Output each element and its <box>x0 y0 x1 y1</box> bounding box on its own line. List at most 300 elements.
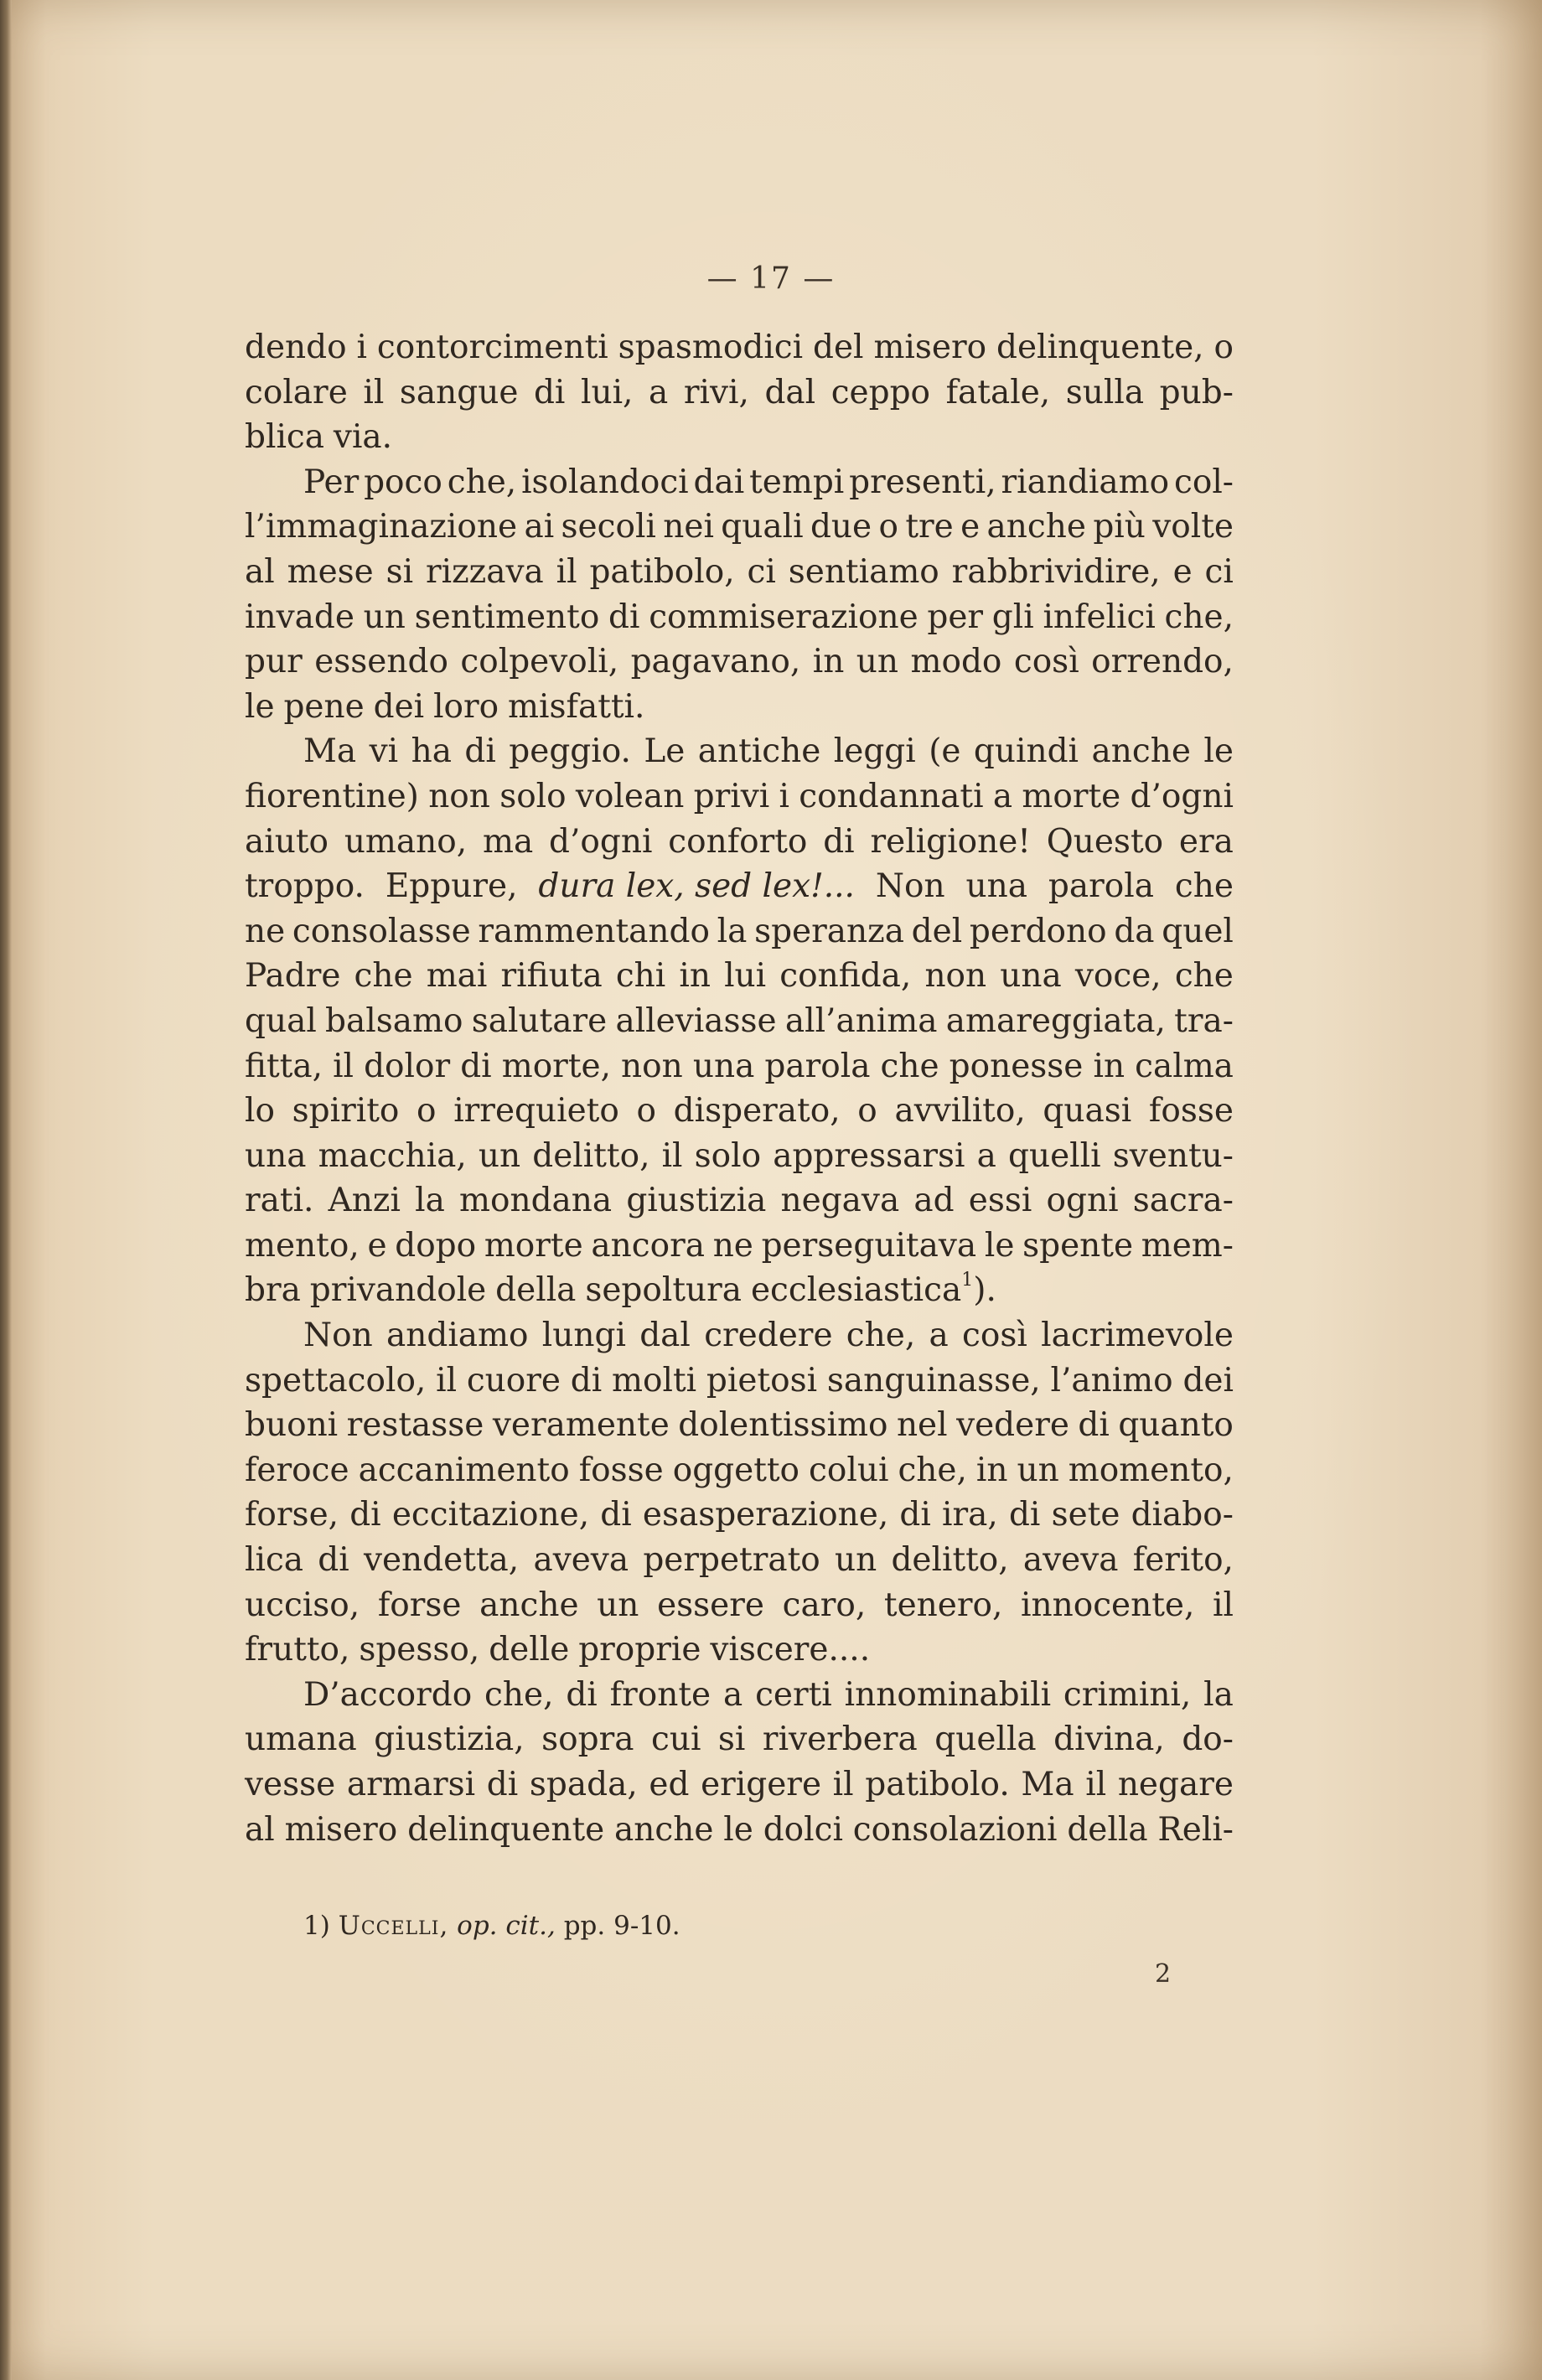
word: di <box>486 1766 519 1803</box>
word: di <box>600 1496 632 1534</box>
word: il <box>1085 1766 1107 1803</box>
word: sete <box>1051 1496 1120 1534</box>
text-line <box>245 550 1234 595</box>
word: amareggiata, <box>945 1001 1166 1040</box>
word: di <box>566 1675 598 1714</box>
word: della <box>1067 1810 1148 1849</box>
word: e <box>960 508 981 546</box>
word: dolci <box>763 1810 843 1849</box>
text-line <box>245 909 1234 955</box>
word: ira, <box>942 1496 998 1534</box>
word: Per <box>303 463 360 501</box>
word: ma <box>482 822 534 861</box>
word: misero <box>873 329 987 366</box>
word: il <box>1213 1586 1234 1624</box>
word: il <box>436 1361 458 1400</box>
punctuation: ). <box>973 1271 996 1310</box>
word: ci <box>1204 552 1234 591</box>
word: a <box>722 1675 743 1714</box>
word: D’accordo <box>303 1675 473 1714</box>
text-line <box>245 370 1234 416</box>
word: privandole <box>309 1271 487 1310</box>
word: del <box>911 912 963 950</box>
word: certi <box>755 1675 832 1714</box>
word: ai <box>524 508 555 546</box>
word: ha <box>411 732 452 771</box>
book-spine-edge <box>0 0 12 2380</box>
word: appressarsi <box>773 1136 965 1175</box>
word: i <box>779 777 789 815</box>
word: misfatti. <box>508 687 645 726</box>
footnote <box>303 1911 680 1941</box>
text-line <box>245 999 1234 1044</box>
word: giustizia, <box>374 1720 525 1759</box>
word: giustizia <box>626 1182 767 1220</box>
text-line <box>245 1717 1234 1762</box>
word: un <box>1017 1451 1059 1489</box>
word: esasperazione, <box>642 1496 889 1534</box>
word: vi <box>369 732 399 771</box>
word: caro, <box>782 1586 867 1624</box>
word: gli <box>991 598 1034 636</box>
text-line <box>245 954 1234 999</box>
word: Le <box>644 732 686 771</box>
word: il <box>832 1766 854 1803</box>
word: sangue <box>399 373 519 411</box>
word: d’ogni <box>549 822 653 861</box>
word: crimini, <box>1063 1675 1192 1714</box>
word: le <box>984 1226 1015 1265</box>
word: viscere.... <box>710 1631 871 1669</box>
word: l’immaginazione <box>245 508 518 546</box>
word: forse <box>377 1586 462 1624</box>
word: loro <box>433 687 499 726</box>
text-line <box>245 820 1234 865</box>
word: a <box>929 1317 949 1355</box>
word: qual <box>245 1001 317 1040</box>
word: ad <box>913 1182 955 1220</box>
word: alleviasse <box>615 1001 777 1040</box>
word: isolandoci <box>521 463 689 501</box>
word: Non <box>875 867 945 906</box>
word: o <box>1213 329 1234 366</box>
word: andiamo <box>386 1317 529 1355</box>
word: essendo <box>314 643 448 681</box>
word: blica <box>245 418 325 457</box>
word: Ma <box>303 732 357 771</box>
word: aveva <box>1022 1541 1119 1580</box>
word: spesso, <box>359 1631 480 1669</box>
word: e <box>367 1226 387 1265</box>
word: pur <box>245 643 303 681</box>
word: un <box>363 598 406 636</box>
word: così <box>962 1317 1027 1355</box>
word: quel <box>1162 912 1234 950</box>
word: ed <box>649 1766 690 1803</box>
word: mai <box>426 957 488 996</box>
word: orrendo, <box>1091 643 1234 681</box>
word: che, <box>898 1451 967 1489</box>
word: rizzava <box>426 552 544 591</box>
word: veramente <box>492 1406 670 1445</box>
word: volean <box>575 777 685 815</box>
text-line <box>245 1493 1234 1538</box>
word: fiorentine) <box>245 777 419 815</box>
word: divina, <box>1053 1720 1165 1759</box>
word: perdono <box>969 912 1107 950</box>
word: che <box>354 957 413 996</box>
word: col- <box>1174 463 1234 501</box>
word: dal <box>764 373 816 411</box>
word: rifiuta <box>500 957 603 996</box>
word: sentiamo <box>788 552 939 591</box>
word: morte <box>1022 777 1121 815</box>
word: patibolo, <box>589 552 735 591</box>
text-line <box>245 415 1234 460</box>
word: d’ogni <box>1130 777 1234 815</box>
word: calma <box>1135 1047 1234 1085</box>
word: avvilito, <box>894 1092 1026 1130</box>
word: patibolo. <box>865 1766 1010 1803</box>
word: il <box>556 552 577 591</box>
word: non <box>621 1047 683 1085</box>
word: aveva <box>533 1541 629 1580</box>
text-line <box>245 864 1234 909</box>
text-line <box>245 1268 1234 1313</box>
word: diabo- <box>1131 1496 1234 1534</box>
word: confida, <box>779 957 912 996</box>
word: un <box>597 1586 639 1624</box>
word: dendo <box>245 329 347 366</box>
word: delitto, <box>891 1541 1009 1580</box>
word: il <box>363 373 385 411</box>
word: spada, <box>529 1766 638 1803</box>
word: vesse <box>245 1766 336 1803</box>
word: presenti, <box>849 463 996 501</box>
word: dei <box>373 687 425 726</box>
text-line <box>245 595 1234 640</box>
word: mem- <box>1141 1226 1234 1265</box>
word: sopra <box>541 1720 634 1759</box>
word: anche <box>479 1586 579 1624</box>
word: una <box>1000 957 1062 996</box>
text-line <box>245 325 1234 370</box>
word: fronte <box>609 1675 711 1714</box>
text-line <box>245 639 1234 685</box>
word: morte <box>484 1226 583 1265</box>
word: Eppure, <box>385 867 518 906</box>
word: antiche <box>697 732 821 771</box>
word: le <box>245 687 275 726</box>
word: tempi <box>749 463 845 501</box>
text-line <box>245 1808 1234 1853</box>
word: do- <box>1182 1720 1234 1759</box>
signature-mark: 2 <box>1155 1959 1172 1989</box>
word: di <box>899 1496 931 1534</box>
word: le <box>723 1810 753 1849</box>
word: nei <box>663 508 714 546</box>
word: aiuto <box>245 822 329 861</box>
word: colare <box>245 373 348 411</box>
word: essi <box>968 1182 1032 1220</box>
word: delinquente, <box>996 329 1204 366</box>
word: lacrimevole <box>1041 1317 1234 1355</box>
word: solo <box>694 1136 762 1175</box>
word: proprie <box>578 1631 701 1669</box>
word: quelli <box>1008 1136 1101 1175</box>
text-line <box>245 1089 1234 1134</box>
word: rivi, <box>683 373 749 411</box>
word: tra- <box>1174 1001 1234 1040</box>
text-line <box>245 774 1234 820</box>
word: all’anima <box>784 1001 938 1040</box>
word: del <box>813 329 864 366</box>
word: forse, <box>245 1496 339 1534</box>
text-line <box>245 1627 1234 1673</box>
word: essere <box>657 1586 764 1624</box>
word: innocente, <box>1021 1586 1195 1624</box>
word: le <box>1203 732 1234 771</box>
word: perpetrato <box>643 1541 820 1580</box>
word: sentimento <box>414 598 600 636</box>
word: Ma <box>1021 1766 1074 1803</box>
word: ne <box>245 912 286 950</box>
word: pagavano, <box>630 643 801 681</box>
word: in <box>812 643 845 681</box>
word: mondana <box>459 1182 613 1220</box>
word: delle <box>489 1631 570 1669</box>
word: lui, <box>580 373 634 411</box>
body-text <box>245 325 1234 1852</box>
footnote-reference: 1 <box>961 1270 974 1291</box>
word: due <box>810 508 872 546</box>
text-line <box>245 460 1234 505</box>
word: o <box>878 508 898 546</box>
word: dolor <box>364 1047 451 1085</box>
word: pietosi <box>706 1361 818 1400</box>
text-line <box>245 1448 1234 1493</box>
word: l’animo <box>1050 1361 1173 1400</box>
word: fatale, <box>945 373 1051 411</box>
word: commiserazione <box>649 598 918 636</box>
word: erigere <box>701 1766 822 1803</box>
text-line <box>245 1224 1234 1269</box>
text-line <box>245 1583 1234 1628</box>
word: a <box>992 777 1013 815</box>
word: rabbrividire, <box>951 552 1161 591</box>
word: Non <box>303 1317 373 1355</box>
word: condannati <box>799 777 984 815</box>
word: cuore <box>466 1361 561 1400</box>
word: salutare <box>471 1001 608 1040</box>
word: la <box>1203 1675 1234 1714</box>
word: fosse <box>1148 1092 1234 1130</box>
word: o <box>857 1092 877 1130</box>
word: solo <box>499 777 567 815</box>
word: religione! <box>870 822 1031 861</box>
word: ne <box>712 1226 753 1265</box>
word: negare <box>1117 1766 1234 1803</box>
word: momento, <box>1068 1451 1234 1489</box>
page-number: — 17 — <box>706 261 836 296</box>
word: spirito <box>292 1092 400 1130</box>
word: spettacolo, <box>245 1361 427 1400</box>
word: di <box>1078 1406 1110 1445</box>
word: consolazioni <box>852 1810 1058 1849</box>
word: di <box>460 1047 492 1085</box>
word: fitta, <box>245 1047 323 1085</box>
word: armarsi <box>346 1766 476 1803</box>
word: colpevoli, <box>460 643 619 681</box>
word: voce, <box>1074 957 1162 996</box>
word: secoli <box>561 508 656 546</box>
word: tre <box>905 508 954 546</box>
word: si <box>386 552 414 591</box>
word: si <box>717 1720 746 1759</box>
word: balsamo <box>325 1001 463 1040</box>
text-line <box>245 1358 1234 1404</box>
word: sanguinasse, <box>826 1361 1041 1400</box>
word: chi <box>615 957 666 996</box>
word: anche <box>1091 732 1191 771</box>
word: bra <box>245 1271 301 1310</box>
word: una <box>965 867 1028 906</box>
word: lica <box>245 1541 304 1580</box>
word: perseguitava <box>761 1226 977 1265</box>
word: da <box>1114 912 1155 950</box>
text-line <box>245 1538 1234 1583</box>
footnote-ref: op. cit., <box>457 1911 556 1941</box>
word: che, <box>846 1317 916 1355</box>
word: pene <box>283 687 365 726</box>
word: in <box>1093 1047 1125 1085</box>
word: cui <box>650 1720 701 1759</box>
word: macchia, <box>318 1136 467 1175</box>
word: delitto, <box>532 1136 650 1175</box>
word: a <box>976 1136 996 1175</box>
word: sepoltura <box>585 1271 743 1310</box>
word: il <box>333 1047 354 1085</box>
text-line <box>245 1403 1234 1448</box>
footnote-pages: pp. 9-10. <box>563 1911 680 1941</box>
word: misero <box>284 1810 398 1849</box>
word: umano, <box>344 822 468 861</box>
word: Questo <box>1046 822 1164 861</box>
word: sulla <box>1065 373 1145 411</box>
word: dal <box>639 1317 691 1355</box>
word: di <box>1008 1496 1041 1534</box>
word: al <box>245 552 275 591</box>
word: oggetto <box>672 1451 800 1489</box>
word: consolasse <box>292 912 471 950</box>
text-line <box>245 1044 1234 1089</box>
word: via. <box>333 418 393 457</box>
word: la <box>717 912 748 950</box>
word: a <box>649 373 669 411</box>
word: di <box>318 1541 349 1580</box>
word: anche <box>614 1810 714 1849</box>
word: volte <box>1152 508 1234 546</box>
word: più <box>1093 508 1146 546</box>
word: dura lex, sed lex!... <box>538 867 855 906</box>
word: un <box>478 1136 521 1175</box>
word: era <box>1178 822 1234 861</box>
word: i <box>356 329 367 366</box>
text-line <box>245 685 1234 730</box>
word: quanto <box>1118 1406 1234 1445</box>
word: un <box>856 643 899 681</box>
word: sacra- <box>1132 1182 1234 1220</box>
word: il <box>661 1136 683 1175</box>
footnote-author: Uccelli, <box>338 1911 449 1941</box>
word: quindi <box>973 732 1079 771</box>
word: di <box>464 732 496 771</box>
word: che <box>1174 867 1234 906</box>
word: in <box>975 1451 1008 1489</box>
word: spente <box>1022 1226 1134 1265</box>
word: ecclesiastica$^1$). <box>750 1270 996 1310</box>
word: spasmodici <box>618 329 804 366</box>
word: rammentando <box>478 912 710 950</box>
text-line <box>245 1313 1234 1358</box>
word: ceppo <box>831 373 931 411</box>
word: credere <box>704 1317 833 1355</box>
word: Anzi <box>328 1182 401 1220</box>
word: dopo <box>395 1226 477 1265</box>
word: di <box>349 1496 381 1534</box>
word: in <box>679 957 711 996</box>
text-line <box>245 1134 1234 1179</box>
word: eccitazione, <box>391 1496 590 1534</box>
word: Padre <box>245 957 341 996</box>
word: non <box>428 777 490 815</box>
word: dai <box>693 463 745 501</box>
word: troppo. <box>245 867 365 906</box>
word: rati. <box>245 1182 314 1220</box>
word: nel <box>896 1406 948 1445</box>
word: della <box>495 1271 577 1310</box>
text-line <box>245 729 1234 774</box>
word: lui <box>724 957 767 996</box>
word: anche <box>986 508 1086 546</box>
word: ferito, <box>1132 1541 1234 1580</box>
text-line <box>245 1762 1234 1808</box>
word: sventu- <box>1112 1136 1234 1175</box>
word: al <box>245 1810 275 1849</box>
text-line <box>245 1178 1234 1224</box>
word: lo <box>245 1092 275 1130</box>
text-line <box>245 504 1234 550</box>
footnote-mark: 1) <box>303 1911 330 1941</box>
word: la <box>415 1182 445 1220</box>
word: pub- <box>1159 373 1234 411</box>
word: poco <box>364 463 442 501</box>
word: delinquente <box>407 1810 605 1849</box>
word: (e <box>929 732 961 771</box>
word: Reli- <box>1157 1810 1234 1849</box>
word: mese <box>287 552 374 591</box>
word: o <box>636 1092 656 1130</box>
word: tenero, <box>883 1586 1003 1624</box>
word: una <box>692 1047 755 1085</box>
word: di <box>608 598 640 636</box>
word: non <box>924 957 987 996</box>
word: ucciso, <box>245 1586 360 1624</box>
word: ogni <box>1046 1182 1119 1220</box>
word: vedere <box>956 1406 1069 1445</box>
word: contorcimenti <box>376 329 608 366</box>
word: una <box>245 1136 307 1175</box>
